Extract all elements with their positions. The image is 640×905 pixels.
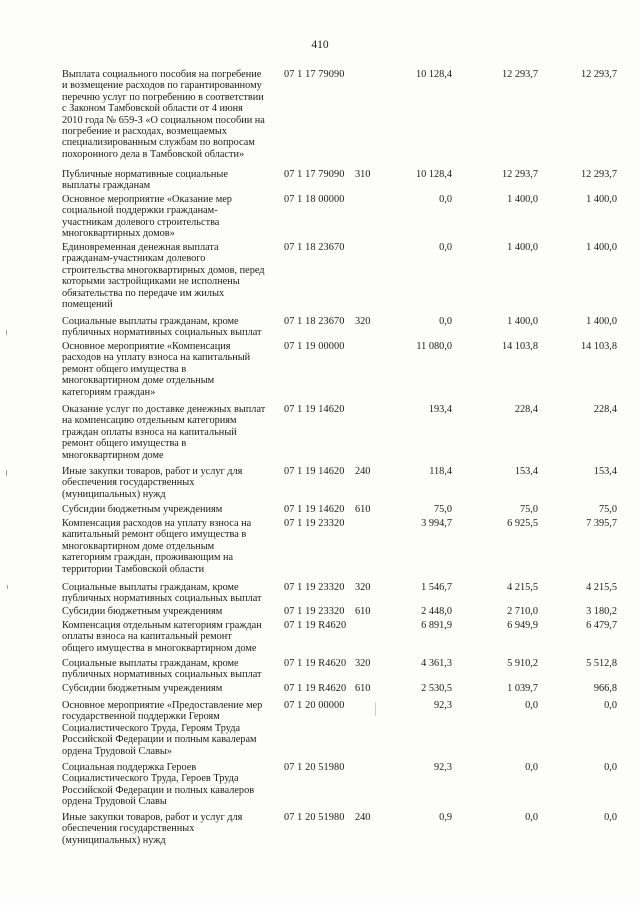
row-amount-3: 7 395,7 [586, 518, 617, 529]
row-amount-3: 75,0 [598, 504, 617, 515]
row-target-code: 07 1 19 23320 [284, 582, 345, 593]
row-description: Компенсация расходов на уплату взноса на капитальный ремонт общего имущества в многоквартирном доме отдельным категориям граждан, проживающим на территории Тамбовской области [62, 518, 252, 575]
row-amount-2: 1 400,0 [507, 242, 538, 253]
row-description: Основное мероприятие «Оказание мер социальной поддержки гражданам- участникам долевого строительства многоквартирных домов» [62, 194, 232, 240]
row-amount-3: 228,4 [593, 404, 617, 415]
row-amount-1: 11 080,0 [416, 341, 452, 352]
row-amount-1: 0,0 [439, 316, 452, 327]
row-target-code: 07 1 19 23320 [284, 606, 345, 617]
row-target-code: 07 1 18 23670 [284, 242, 345, 253]
page-number: 410 [311, 39, 329, 51]
row-amount-1: 2 530,5 [421, 683, 452, 694]
row-target-code: 07 1 18 23670 [284, 316, 345, 327]
row-expense-type: 320 [355, 658, 371, 669]
row-amount-2: 1 039,7 [507, 683, 538, 694]
row-amount-3: 1 400,0 [586, 316, 617, 327]
row-amount-1: 193,4 [428, 404, 452, 415]
row-amount-2: 4 215,5 [507, 582, 538, 593]
row-amount-3: 6 479,7 [586, 620, 617, 631]
row-amount-2: 228,4 [514, 404, 538, 415]
row-target-code: 07 1 18 00000 [284, 194, 345, 205]
row-description: Компенсация отдельным категориям граждан оплаты взноса на капитальный ремонт общего имущества в многоквартирном доме [62, 620, 262, 654]
row-amount-1: 75,0 [433, 504, 452, 515]
scan-speck [7, 585, 8, 589]
row-amount-2: 75,0 [519, 504, 538, 515]
row-amount-1: 3 994,7 [421, 518, 452, 529]
row-amount-1: 92,3 [433, 700, 452, 711]
row-amount-3: 3 180,2 [586, 606, 617, 617]
row-description: Выплата социального пособия на погребение и возмещение расходов по гарантированному перечню услуг по погребению в соответствии с Законом Тамбовской области от 4 июня 2010 года № 659-З «О социальном пособии на погребение и расходах, возмещаемых специализированным службам по вопросам похоронного дела в Тамбовской области» [62, 69, 265, 160]
row-amount-2: 12 293,7 [501, 69, 538, 80]
row-target-code: 07 1 20 51980 [284, 812, 345, 823]
row-description: Оказание услуг по доставке денежных выплат на компенсацию отдельным категориям граждан оплаты взноса на капитальный ремонт общего имущества в многоквартирном доме [62, 404, 266, 461]
scan-speck [6, 470, 7, 476]
row-amount-1: 2 448,0 [421, 606, 452, 617]
row-expense-type: 610 [355, 683, 371, 694]
row-amount-3: 0,0 [604, 762, 617, 773]
row-description: Субсидии бюджетным учреждениям [62, 606, 223, 617]
row-amount-3: 5 512,8 [586, 658, 617, 669]
row-amount-2: 6 949,9 [507, 620, 538, 631]
row-description: Социальные выплаты гражданам, кроме публичных нормативных социальных выплат [62, 316, 262, 339]
row-amount-2: 14 103,8 [501, 341, 538, 352]
row-description: Публичные нормативные социальные выплаты гражданам [62, 169, 228, 192]
row-description: Основное мероприятие «Компенсация расходов на уплату взноса на капитальный ремонт общего имущества в многоквартирном доме отдельным категориям граждан» [62, 341, 251, 398]
row-amount-1: 0,0 [439, 194, 452, 205]
row-description: Единовременная денежная выплата гражданам-участникам долевого строительства многоквартирных домов, перед которыми застройщиками не исполнены обязательства по передаче им жилых помещений [62, 242, 265, 311]
row-amount-1: 6 891,9 [421, 620, 452, 631]
row-description: Иные закупки товаров, работ и услуг для обеспечения государственных (муниципальных) нужд [62, 466, 243, 500]
row-description: Основное мероприятие «Предоставление мер государственной поддержки Героям Социалистического Труда, Героям Труда Российской Федерации и полным кавалерам ордена Трудовой Славы» [62, 700, 263, 757]
row-amount-3: 12 293,7 [580, 169, 617, 180]
row-amount-3: 1 400,0 [586, 194, 617, 205]
row-expense-type: 610 [355, 504, 371, 515]
row-amount-1: 92,3 [433, 762, 452, 773]
row-description: Социальные выплаты гражданам, кроме публичных нормативных социальных выплат [62, 658, 262, 681]
row-target-code: 07 1 17 79090 [284, 169, 345, 180]
row-expense-type: 320 [355, 582, 371, 593]
row-description: Социальные выплаты гражданам, кроме публичных нормативных социальных выплат [62, 582, 262, 605]
row-expense-type: 240 [355, 466, 371, 477]
row-amount-2: 1 400,0 [507, 194, 538, 205]
row-amount-3: 153,4 [593, 466, 617, 477]
row-amount-2: 0,0 [525, 762, 538, 773]
scan-speck [375, 702, 376, 716]
row-amount-3: 0,0 [604, 812, 617, 823]
row-expense-type: 320 [355, 316, 371, 327]
row-amount-2: 153,4 [514, 466, 538, 477]
row-amount-3: 14 103,8 [580, 341, 617, 352]
row-amount-2: 1 400,0 [507, 316, 538, 327]
row-target-code: 07 1 17 79090 [284, 69, 345, 80]
row-description: Иные закупки товаров, работ и услуг для обеспечения государственных (муниципальных) нужд [62, 812, 243, 846]
row-target-code: 07 1 19 R4620 [284, 658, 347, 669]
row-amount-1: 0,0 [439, 242, 452, 253]
row-target-code: 07 1 19 14620 [284, 466, 345, 477]
row-amount-2: 6 925,5 [507, 518, 538, 529]
row-target-code: 07 1 19 R4620 [284, 683, 347, 694]
row-amount-1: 0,9 [439, 812, 452, 823]
row-amount-2: 2 710,0 [507, 606, 538, 617]
row-target-code: 07 1 19 14620 [284, 504, 345, 515]
row-amount-1: 118,4 [429, 466, 452, 477]
row-description: Субсидии бюджетным учреждениям [62, 683, 223, 694]
row-amount-1: 10 128,4 [415, 69, 452, 80]
row-amount-3: 0,0 [604, 700, 617, 711]
row-amount-1: 1 546,7 [421, 582, 452, 593]
row-description: Субсидии бюджетным учреждениям [62, 504, 223, 515]
row-target-code: 07 1 19 14620 [284, 404, 345, 415]
row-amount-2: 5 910,2 [507, 658, 538, 669]
row-target-code: 07 1 20 51980 [284, 762, 345, 773]
row-amount-2: 12 293,7 [501, 169, 538, 180]
row-amount-3: 966,8 [593, 683, 617, 694]
row-amount-1: 4 361,3 [421, 658, 452, 669]
row-target-code: 07 1 19 23320 [284, 518, 345, 529]
row-amount-3: 4 215,5 [586, 582, 617, 593]
scan-speck [6, 330, 7, 335]
row-amount-2: 0,0 [525, 700, 538, 711]
row-amount-2: 0,0 [525, 812, 538, 823]
row-expense-type: 610 [355, 606, 371, 617]
row-amount-3: 12 293,7 [580, 69, 617, 80]
row-description: Социальная поддержка Героев Социалистического Труда, Героев Труда Российской Федерации и полных кавалеров ордена Трудовой Славы [62, 762, 255, 808]
row-target-code: 07 1 20 00000 [284, 700, 345, 711]
row-expense-type: 310 [355, 169, 371, 180]
row-amount-3: 1 400,0 [586, 242, 617, 253]
row-expense-type: 240 [355, 812, 371, 823]
row-amount-1: 10 128,4 [415, 169, 452, 180]
row-target-code: 07 1 19 00000 [284, 341, 345, 352]
row-target-code: 07 1 19 R4620 [284, 620, 347, 631]
